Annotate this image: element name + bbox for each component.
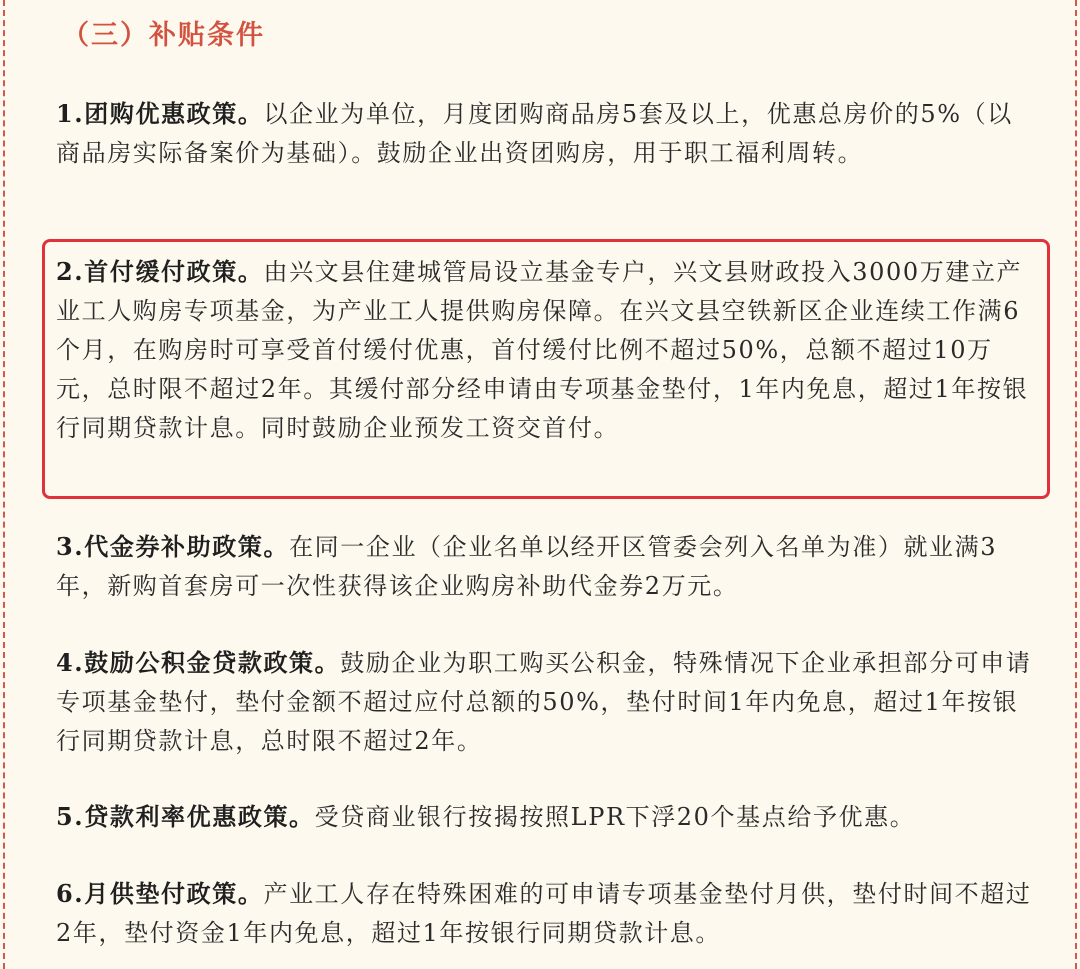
policy-title: 4.鼓励公积金贷款政策。: [56, 648, 341, 677]
policy-title: 5.贷款利率优惠政策。: [56, 802, 315, 831]
policy-body: 由兴文县住建城管局设立基金专户，兴文县财政投入3000万建立产业工人购房专项基金，为产业工人提供购房保障。在兴文县空铁新区企业连续工作满6个月，在购房时可享受首付缓付优惠，首付缓付比例不超过50%，总额不超过10万元，总时限不超过2年。其缓付部分经申请由专项基金垫付，1年内免息，超过1年按银行同期贷款计息。同时鼓励企业预发工资交首付。: [56, 258, 1029, 442]
policy-title: 2.首付缓付政策。: [56, 257, 264, 286]
policy-title: 6.月供垫付政策。: [56, 879, 264, 908]
policy-title: 1.团购优惠政策。: [56, 99, 264, 128]
right-dashed-border: [1075, 0, 1077, 969]
section-heading: （三）补贴条件: [62, 20, 265, 51]
policy-paragraph-3: [56, 527, 1036, 606]
policy-title: 3.代金券补助政策。: [56, 532, 290, 561]
policy-body: 产业工人存在特殊困难的可申请专项基金垫付月供，垫付时间不超过2年，垫付资金1年内免息，超过1年按银行同期贷款计息。: [56, 880, 1032, 947]
policy-body: 鼓励企业为职工购买公积金，特殊情况下企业承担部分可申请专项基金垫付，垫付金额不超过应付总额的50%，垫付时间1年内免息，超过1年按银行同期贷款计息，总时限不超过2年。: [56, 649, 1032, 755]
policy-paragraph-4: [56, 643, 1036, 761]
policy-body: 以企业为单位，月度团购商品房5套及以上，优惠总房价的5%（以商品房实际备案价为基础）。鼓励企业出资团购房，用于职工福利周转。: [56, 100, 1013, 167]
left-dashed-border: [3, 0, 5, 969]
policy-body: 受贷商业银行按揭按照LPR下浮20个基点给予优惠。: [314, 803, 916, 831]
policy-paragraph-1: [56, 94, 1036, 173]
policy-body: 在同一企业（企业名单以经开区管委会列入名单为准）就业满3年，新购首套房可一次性获得该企业购房补助代金券2万元。: [56, 533, 998, 600]
policy-paragraph-2: [56, 252, 1036, 448]
policy-paragraph-6: [56, 874, 1036, 953]
policy-paragraph-5: [56, 797, 1036, 837]
